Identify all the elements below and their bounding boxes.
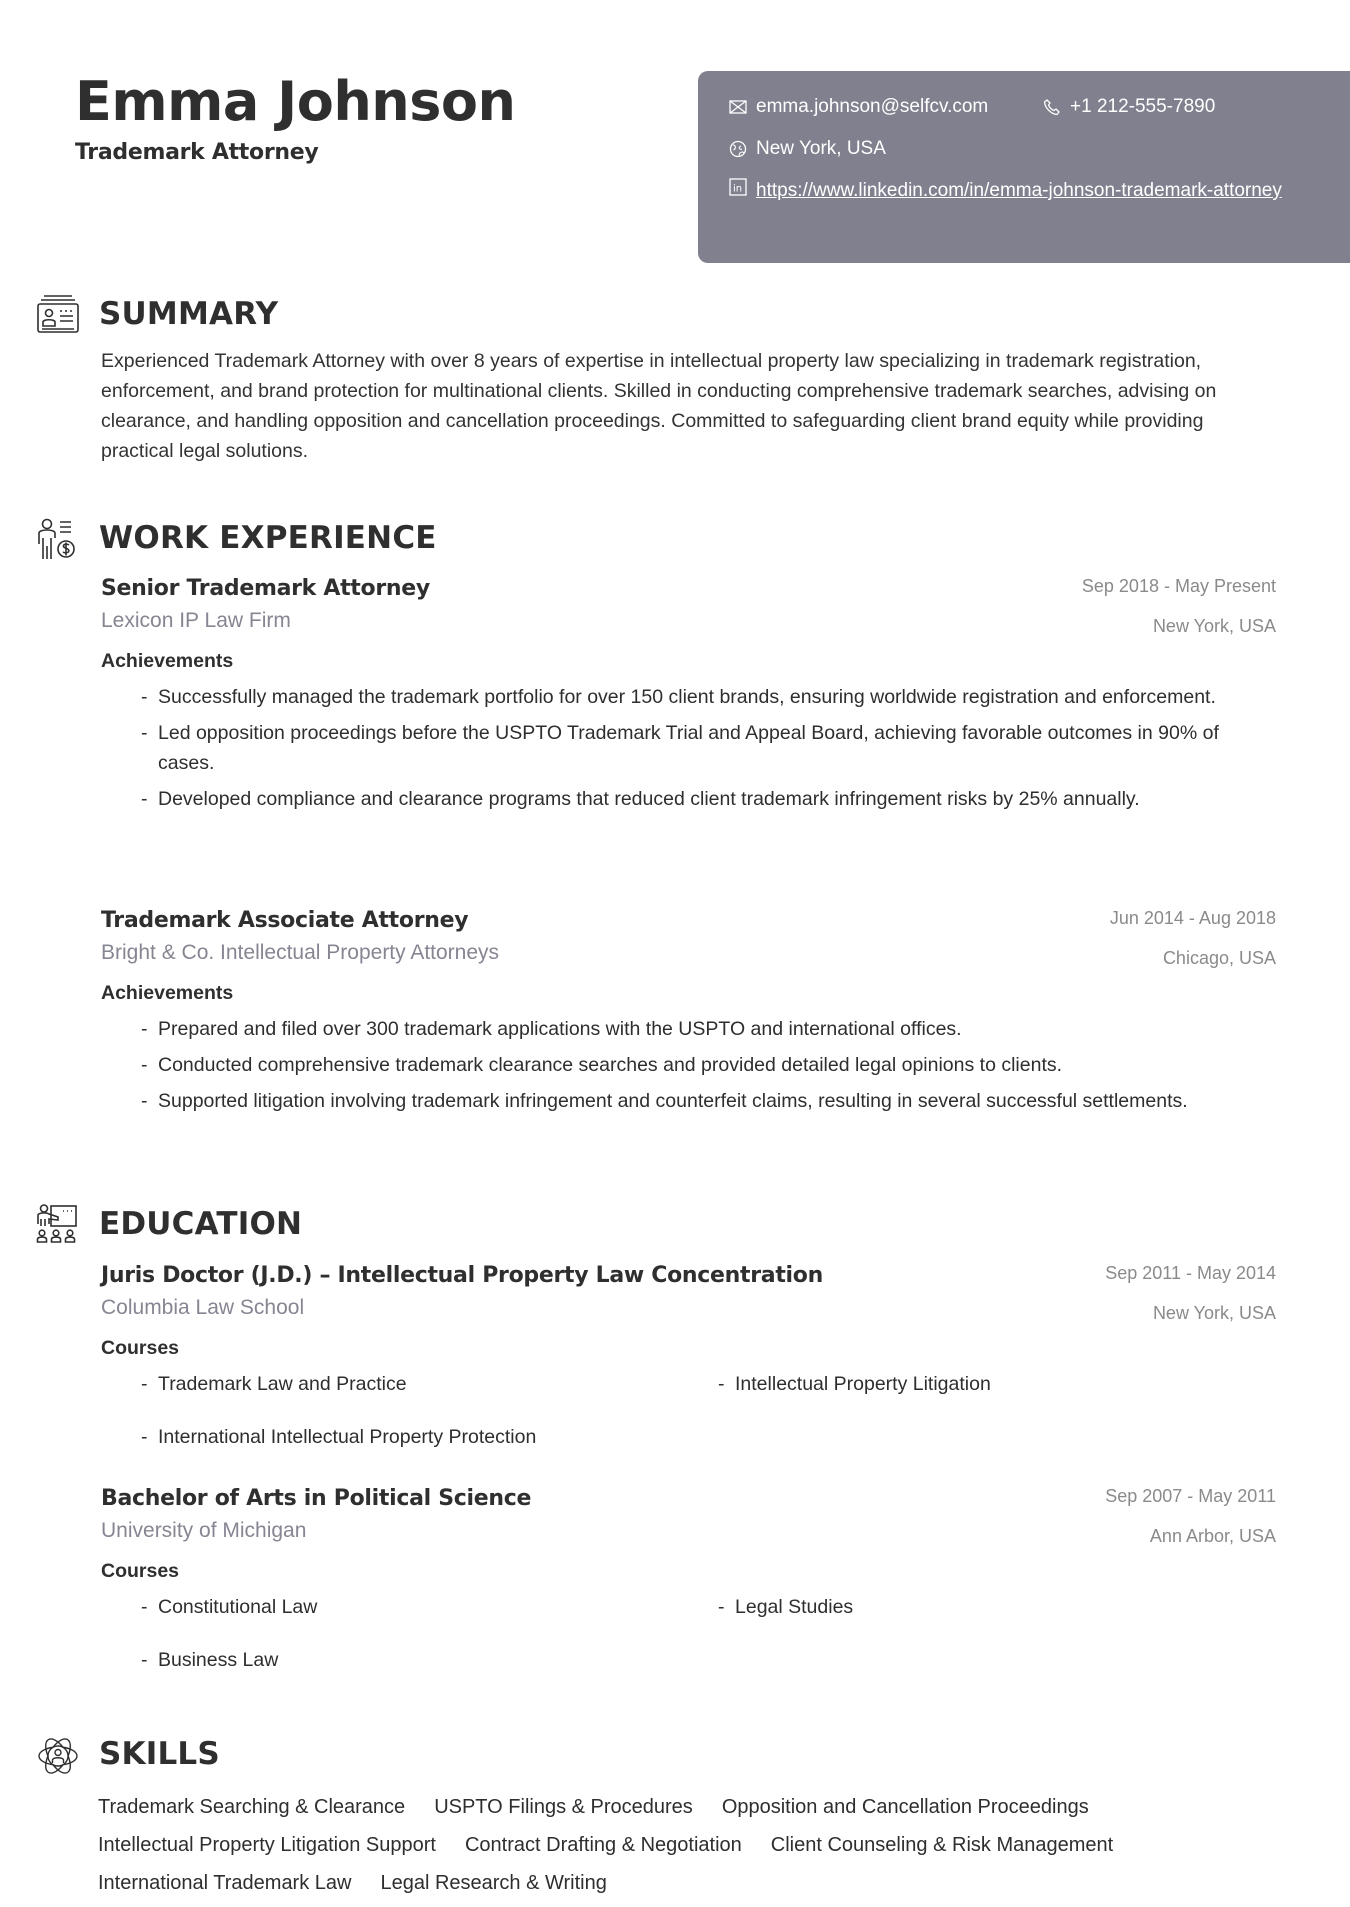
school-name: University of Michigan	[101, 1519, 307, 1542]
svg-text:in: in	[733, 183, 743, 195]
job-location: New York, USA	[1152, 616, 1276, 636]
achievement-item: - Led opposition proceedings before the USPTO Trademark Trial and Appeal Board, achieving favorable outcomes in 90% of cases.	[141, 718, 1276, 778]
degree-title: Bachelor of Arts in Political Science	[101, 1486, 532, 1511]
section-title-summary: SUMMARY	[99, 296, 279, 332]
worker-salary-icon	[36, 518, 80, 562]
school-name: Columbia Law School	[101, 1296, 305, 1319]
course-item: - International Intellectual Property Protection	[141, 1422, 718, 1475]
experience-entry	[101, 908, 1276, 1122]
course-item: - Intellectual Property Litigation	[718, 1369, 1295, 1422]
job-role: Trademark Associate Attorney	[101, 908, 469, 933]
courses-label: Courses	[101, 1560, 180, 1582]
summary-text: Experienced Trademark Attorney with over 8 years of expertise in intellectual property law specializing in trademark registration, enforcement, and brand protection for multinational clients. Skilled in conducting comprehensive trademark searches, advising on clearance, and handling opposition and cancellation proceedings. Committed to safeguarding client brand equity while providing practical legal solutions.	[101, 350, 1217, 462]
job-location: Chicago, USA	[1162, 948, 1276, 968]
course-item: - Business Law	[141, 1645, 718, 1698]
job-role: Senior Trademark Attorney	[101, 576, 430, 601]
job-date: Sep 2018 - May Present	[1081, 576, 1276, 596]
achievement-item: - Conducted comprehensive trademark clearance searches and provided detailed legal opinions to clients.	[141, 1050, 1276, 1080]
location-text: New York, USA	[756, 138, 886, 159]
degree-title: Juris Doctor (J.D.) – Intellectual Property Law Concentration	[101, 1263, 823, 1288]
achievements-list	[101, 682, 1276, 814]
education-date: Sep 2011 - May 2014	[1105, 1263, 1276, 1283]
skill-item: Legal Research & Writing	[380, 1872, 607, 1894]
course-item: - Legal Studies	[718, 1592, 1295, 1645]
achievement-item: - Developed compliance and clearance programs that reduced client trademark infringement risks by 25% annually.	[141, 784, 1276, 814]
section-title-education: EDUCATION	[99, 1206, 303, 1242]
linkedin-icon	[728, 177, 748, 197]
education-location: New York, USA	[1152, 1303, 1276, 1323]
candidate-name: Emma Johnson	[75, 70, 516, 133]
contact-panel	[698, 71, 1350, 263]
job-org: Lexicon IP Law Firm	[101, 609, 291, 632]
phone-text[interactable]: +1 212-555-7890	[1070, 96, 1216, 117]
linkedin-link[interactable]: https://www.linkedin.com/in/emma-johnson-trademark-attorney	[756, 180, 1282, 201]
education-entry	[101, 1486, 1276, 1698]
experience-entry	[101, 576, 1276, 820]
contact-linkedin	[728, 175, 1316, 206]
skill-item: Intellectual Property Litigation Support	[98, 1834, 436, 1856]
courses-label: Courses	[101, 1337, 180, 1359]
achievement-item: - Supported litigation involving trademark infringement and counterfeit claims, resulting in several successful settlements.	[141, 1086, 1276, 1116]
achievements-label: Achievements	[101, 982, 234, 1004]
skill-item: International Trademark Law	[98, 1872, 352, 1894]
skills-list	[98, 1788, 1298, 1902]
education-date: Sep 2007 - May 2011	[1105, 1486, 1276, 1506]
skill-item: USPTO Filings & Procedures	[434, 1796, 693, 1818]
achievements-list	[101, 1014, 1276, 1116]
skill-item: Client Counseling & Risk Management	[770, 1834, 1114, 1856]
job-date: Jun 2014 - Aug 2018	[1109, 908, 1276, 928]
skill-item: Opposition and Cancellation Proceedings	[721, 1796, 1089, 1818]
education-location: Ann Arbor, USA	[1149, 1526, 1276, 1546]
mail-icon	[728, 97, 748, 117]
contact-email	[728, 95, 988, 119]
section-title-skills: SKILLS	[99, 1736, 220, 1772]
skill-item: Contract Drafting & Negotiation	[464, 1834, 742, 1856]
classroom-teacher-icon	[36, 1204, 80, 1248]
courses-list	[101, 1592, 1276, 1698]
achievement-item: - Successfully managed the trademark portfolio for over 150 client brands, ensuring worldwide registration and enforcement.	[141, 682, 1276, 712]
profile-card-icon	[36, 292, 80, 336]
education-entry	[101, 1263, 1276, 1475]
skill-item: Trademark Searching & Clearance	[98, 1796, 406, 1818]
course-item: - Trademark Law and Practice	[141, 1369, 718, 1422]
phone-icon	[1042, 97, 1062, 117]
section-title-experience: WORK EXPERIENCE	[99, 520, 437, 556]
network-person-icon	[36, 1734, 80, 1778]
globe-icon	[728, 139, 748, 159]
job-org: Bright & Co. Intellectual Property Attorneys	[101, 941, 500, 964]
courses-list	[101, 1369, 1276, 1475]
course-item: - Constitutional Law	[141, 1592, 718, 1645]
contact-phone	[1042, 95, 1215, 119]
candidate-title: Trademark Attorney	[75, 140, 319, 165]
achievement-item: - Prepared and filed over 300 trademark applications with the USPTO and international offices.	[141, 1014, 1276, 1044]
achievements-label: Achievements	[101, 650, 234, 672]
contact-location	[728, 137, 886, 161]
email-text[interactable]: emma.johnson@selfcv.com	[756, 96, 989, 117]
